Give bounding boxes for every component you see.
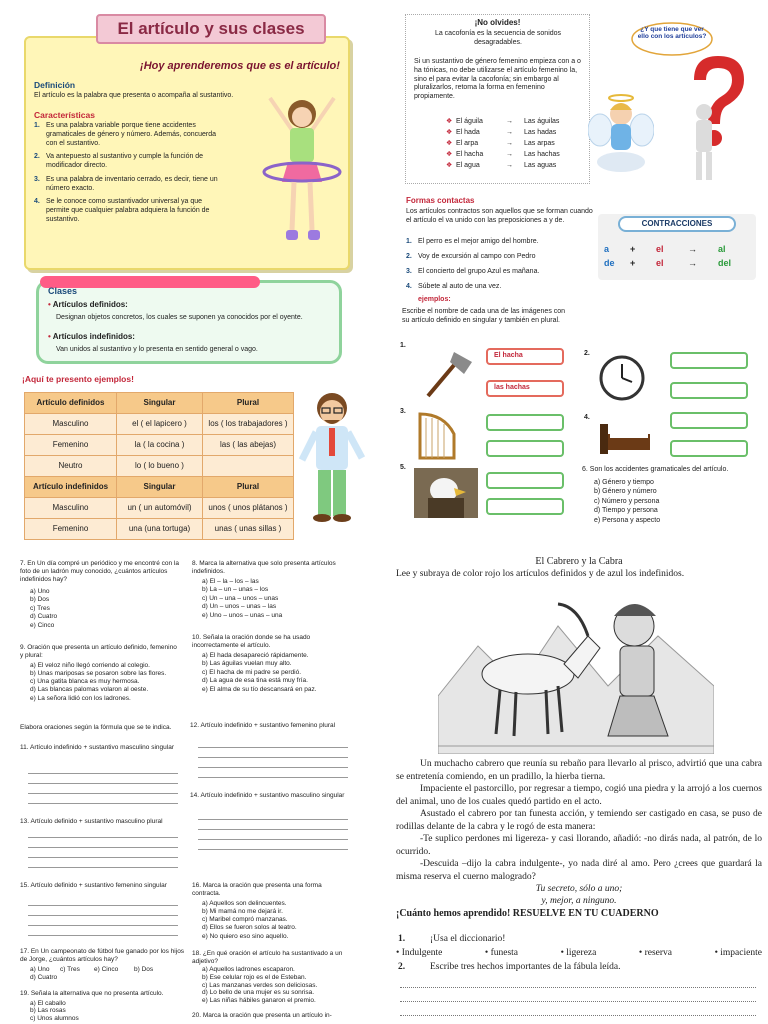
option[interactable]: b) Unas mariposas se posaron sobre las flores. [30, 670, 167, 678]
option[interactable]: a) El caballo [30, 1000, 66, 1007]
option[interactable]: a) Aquellos ladrones escaparon. [202, 966, 295, 973]
caracteristicas-list [34, 122, 224, 230]
question-7: 7. En Un día compré un periódico y me encontré con la foto de un ladrón muy conocido, ¿cuántos artículos indefinidos hay? [20, 560, 179, 584]
vocab-word: • Indulgente [396, 948, 443, 958]
option[interactable]: c) Unos alumnos [30, 1014, 79, 1022]
formas-text: Los artículos contractos son aquellos que se forman cuando el artículo el va unido con las preposiciones a y de. [406, 208, 593, 224]
list-item: 4. Súbete al auto de una vez. [406, 283, 502, 290]
option[interactable]: c) Una gatita blanca es muy hermosa. [30, 678, 140, 686]
answer-field-singular[interactable]: El hacha [486, 348, 564, 365]
answer-line[interactable] [28, 858, 178, 868]
answer-line[interactable] [28, 794, 178, 804]
indefinidos-text: Van unidos al sustantivo y lo presenta en sentido general o vago. [56, 346, 258, 353]
option[interactable]: c) Tres [30, 604, 50, 612]
answer-line[interactable] [28, 774, 178, 784]
girl-hula-hoop-illustration [262, 90, 344, 255]
answer-line[interactable] [28, 926, 178, 936]
ejemplos-instructions: Escribe el nombre de cada una de las imágenes con su artículo definido en singular y también en plural. [402, 308, 566, 324]
answer-line[interactable] [28, 764, 178, 774]
option[interactable]: b) Género y número [594, 488, 657, 496]
option[interactable]: e) Las niñas hábiles ganaron el premio. [202, 997, 316, 1005]
answer-field[interactable] [670, 412, 748, 429]
list-item: ❖ El águila → Las águilas [446, 118, 560, 125]
contracciones-table [604, 244, 752, 272]
question-19: 19. Señala la alternativa que no presenta artículo. [20, 990, 164, 997]
option[interactable]: a) Género y tiempo [594, 479, 654, 486]
list-item: 1. Es una palabra variable porque tiene accidentes gramaticales de género y número. Además, concuerda con el sustantivo. [34, 122, 217, 147]
question-6: 6. Son los accidentes gramaticales del artículo. [582, 466, 729, 473]
table-row: de + el → del [604, 258, 732, 268]
answer-lines [198, 810, 348, 850]
list-item: 4. Se le conoce como sustantivador universal ya que permite que cualquier palabra adquiera la función de sustantivo. [34, 198, 210, 223]
articles-table [24, 392, 294, 540]
indefinidos-title: • Artículos indefinidos: [48, 332, 135, 341]
answer-line[interactable] [198, 738, 348, 748]
eagle-image [414, 468, 478, 518]
answer-lines [198, 738, 348, 778]
contracciones-title: CONTRACCIONES [618, 216, 736, 232]
answer-field[interactable] [486, 472, 564, 489]
option[interactable]: b) Las águilas vuelan muy alto. [202, 660, 292, 668]
story-text [396, 758, 762, 883]
answer-field[interactable] [486, 498, 564, 515]
answer-line[interactable] [198, 810, 348, 820]
clock-image [598, 354, 646, 402]
option[interactable]: b) Las rosas [30, 1007, 66, 1015]
answer-line[interactable] [28, 916, 178, 926]
answer-line[interactable] [198, 758, 348, 768]
story-paragraph: Asustado el cabrero por tan funesta acción, y temiendo ser castigado en casa, se puso de rodillas delante de la cabra y le rogó de esta manera: [396, 809, 762, 832]
list-item: 2. Va antepuesto al sustantivo y cumple la función de modificador directo. [34, 153, 204, 169]
option[interactable]: b) Dos [30, 596, 50, 604]
ejemplos-label: ejemplos: [418, 296, 451, 303]
story-paragraph: Un muchacho cabrero que reunía su rebaño para llevarlo al prisco, advirtió que una cabra se entretenía comiendo, en un pradillo, la hierba tierna. [396, 759, 762, 782]
question-10: 10. Señala la oración donde se ha usado incorrectamente el artículo. [192, 634, 311, 650]
list-item: 3. El concierto del grupo Azul es mañana. [406, 268, 540, 275]
teacher-illustration [298, 388, 368, 528]
option[interactable]: b) Ese celular rojo es el de Esteban. [202, 973, 307, 981]
definicion-title: Definición [34, 80, 76, 90]
no-olvides-text: Si un sustantivo de género femenino empieza con a o ha tónicas, no debe utilizarse el artículo femenino la, sino el para evitar la cacofonía; sin embargo al pluralizarlos, retoma la forma en femenino propiamente. [414, 58, 581, 100]
elabora-instruction: Elabora oraciones según la fórmula que se te indica. [20, 724, 172, 731]
exercise-number: 1. [400, 342, 406, 349]
vocab-word: • reserva [638, 948, 673, 958]
question-20: 20. Marca la oración que presenta un artículo in- [192, 1012, 332, 1019]
table-row: a + el → al [604, 244, 726, 254]
option[interactable]: a) Uno [30, 588, 50, 595]
definicion-text: El artículo es la palabra que presenta o acompaña al sustantivo. [34, 92, 234, 99]
answer-line[interactable] [28, 784, 178, 794]
option[interactable]: d) La agua de esa tina está muy fría. [202, 677, 308, 685]
table-row: Artículo definidos Singular Plural [25, 393, 294, 414]
list-item: ❖ El agua → Las aguas [446, 162, 557, 169]
option[interactable]: c) Tres [60, 966, 80, 973]
angel-illustration [588, 90, 654, 176]
story-paragraph: -Te suplico perdones mi ligereza- y casi llorando, añadió: -no dirás nada, al patrón, de lo ocurrido. [396, 834, 762, 857]
question-15: 15. Artículo definido + sustantivo femenino singular [20, 882, 167, 889]
exercise-number: 2. [398, 962, 406, 972]
page-title: El artículo y sus clases [96, 14, 326, 44]
option[interactable]: e) Cinco [94, 966, 119, 973]
answer-line[interactable] [400, 1002, 756, 1016]
question-14: 14. Artículo indefinido + sustantivo masculino singular [190, 792, 345, 799]
question-6-options [594, 478, 754, 525]
option[interactable]: d) Lo bello de una mujer es su sonrisa. [202, 989, 315, 997]
question-13: 13. Artículo definido + sustantivo masculino plural [20, 818, 163, 825]
question-16: 16. Marca la oración que presenta una forma contracta. [192, 882, 322, 898]
story-paragraph: -Descuida –dijo la cabra indulgente-, yo nada diré al amo. Pero ¿crees que guardará la misma reserva el cuerno malogrado? [396, 859, 762, 882]
answer-lines [400, 976, 756, 1016]
table-row: Femenino una (una tortuga) unas ( unas sillas ) [25, 519, 294, 540]
option[interactable]: e) La señora lidió con los ladrones. [30, 694, 131, 702]
answer-line[interactable] [28, 848, 178, 858]
option[interactable]: d) Las blancas palomas volaron al oeste. [30, 686, 149, 694]
question-16-options [202, 900, 297, 941]
exercise-1-text: ¡Usa el diccionario! [430, 934, 506, 944]
vocab-word: • ligereza [560, 948, 597, 958]
answer-line[interactable] [198, 840, 348, 850]
answer-line[interactable] [198, 748, 348, 758]
option[interactable]: c) Número y persona [594, 497, 660, 505]
question-9: 9. Oración que presenta un artículo definido, femenino y plural: [20, 644, 177, 660]
option[interactable]: a) El – la – los – las [202, 578, 259, 585]
exercise-2-text: Escribe tres hechos importantes de la fábula leída. [430, 962, 621, 972]
option[interactable]: d) Un – unos – unas – las [202, 603, 277, 611]
answer-line[interactable] [28, 906, 178, 916]
story-instruction: Lee y subraya de color rojo los artículos definidos y de azul los indefinidos. [396, 569, 685, 579]
vocab-word: • impaciente [714, 948, 762, 958]
question-9-options [30, 662, 180, 703]
answer-line[interactable] [28, 838, 178, 848]
answer-lines [28, 764, 178, 804]
question-12: 12. Artículo indefinido + sustantivo femenino plural [190, 722, 336, 729]
answer-line[interactable] [198, 820, 348, 830]
table-row: Artículo indefinidos Singular Plural [25, 477, 294, 498]
question-8: 8. Marca la alternativa que solo presenta artículos indefinidos. [192, 560, 336, 576]
bubble-text: ¿Y que tiene que ver ello con los artículos? [637, 26, 707, 41]
vocabulary-words [396, 948, 762, 960]
option[interactable]: a) El hada desapareció rápidamente. [202, 652, 309, 659]
answer-line[interactable] [28, 896, 178, 906]
answer-field[interactable] [670, 352, 748, 369]
answer-field[interactable] [486, 414, 564, 431]
exercise-number: 3. [400, 408, 406, 415]
answer-field[interactable] [670, 440, 748, 457]
option[interactable]: e) Persona y aspecto [594, 516, 661, 524]
exercise-number: 4. [584, 414, 590, 421]
question-17-options [30, 966, 180, 982]
question-17: 17. En Un campeonato de fútbol fue ganado por los hijos de Jorge, ¿cuántos artículos hay? [20, 948, 185, 964]
exercise-number: 2. [584, 350, 590, 357]
list-item: 2. Voy de excursión al campo con Pedro [406, 253, 536, 260]
question-19-options [30, 1000, 79, 1022]
definidos-title: • Artículos definidos: [48, 300, 128, 309]
answer-lines [28, 828, 178, 868]
story-paragraph: Impaciente el pastorcillo, por regresar a tiempo, cogió una piedra y la arrojó a los cuernos del animal, uno de los cuales quedó partido en el acto. [396, 784, 762, 807]
answer-line[interactable] [400, 976, 756, 988]
answer-line[interactable] [400, 988, 756, 1002]
exercise-number: 5. [400, 464, 406, 471]
answer-field-plural[interactable]: las hachas [486, 380, 564, 397]
caracteristicas-title: Características [34, 110, 95, 120]
list-item: ❖ El hada → Las hadas [446, 129, 557, 136]
story-moral: Tu secreto, sólo a uno; y, mejor, a ninguno. [535, 884, 623, 906]
option[interactable]: a) Uno [30, 966, 50, 973]
story-title: El Cabrero y la Cabra [535, 556, 623, 567]
table-row: Neutro lo ( lo bueno ) [25, 456, 294, 477]
formas-title: Formas contactas [406, 196, 475, 205]
no-olvides-title: ¡No olvides! [474, 18, 521, 27]
table-row: Masculino un ( un automóvil) unos ( unos plátanos ) [25, 498, 294, 519]
list-item: 1. El perro es el mejor amigo del hombre. [406, 238, 539, 245]
option[interactable]: a) Aquellos son delincuentes. [202, 900, 287, 907]
option[interactable]: b) Mi mamá no me dejará ir. [202, 908, 283, 916]
list-item: ❖ El hacha → Las hachas [446, 151, 560, 158]
option[interactable]: e) El alma de su tío descansará en paz. [202, 685, 317, 693]
option[interactable]: d) Cuatro [30, 613, 58, 621]
list-item: 3. Es una palabra de inventario cerrado, es decir, tiene un número exacto. [34, 175, 218, 192]
option[interactable]: e) No quiero eso sino aquello. [202, 932, 289, 940]
question-10-options [202, 652, 317, 694]
answer-field[interactable] [670, 382, 748, 399]
table-row: Masculino el ( el lapicero ) los ( los trabajadores ) [25, 414, 294, 435]
question-18-options [202, 966, 317, 1005]
axe-image [420, 348, 476, 400]
list-item: ❖ El arpa → Las arpas [446, 140, 555, 147]
answer-line[interactable] [198, 768, 348, 778]
option[interactable]: c) Las manzanas verdes son deliciosas. [202, 981, 318, 989]
cuanto-title: ¡Cuánto hemos aprendido! RESUELVE EN TU CUADERNO [396, 908, 659, 919]
answer-line[interactable] [198, 830, 348, 840]
answer-line[interactable] [28, 828, 178, 838]
question-8-options [202, 578, 282, 620]
vocab-word: • funesta [484, 948, 519, 958]
option[interactable]: c) El hacha de mi padre se perdió. [202, 668, 301, 676]
option[interactable]: d) Tiempo y persona [594, 507, 658, 515]
harp-image [414, 410, 460, 460]
option[interactable]: c) Un – una – unos – unas [202, 594, 279, 602]
option[interactable]: e) Uno – unos – unas – una [202, 611, 283, 619]
exercise-number: 1. [398, 934, 406, 944]
option[interactable]: a) El veloz niño llegó corriendo al colegio. [30, 662, 150, 669]
formas-list [406, 238, 596, 298]
ejemplos-title: ¡Aquí te presento ejemplos! [22, 374, 134, 384]
table-row: Femenino la ( la cocina ) las ( las abejas) [25, 435, 294, 456]
option[interactable]: c) Maribel compró manzanas. [202, 916, 288, 924]
question-18: 18. ¿En qué oración el artículo ha sustantivado a un adjetivo? [192, 950, 343, 966]
answer-lines [28, 896, 178, 936]
option[interactable]: d) Ellos se fueron solos al teatro. [202, 924, 297, 932]
goat-and-shepherd-illustration [438, 586, 714, 754]
question-11: 11. Artículo indefinido + sustantivo masculino singular [20, 744, 174, 751]
lesson-subtitle: ¡Hoy aprenderemos que es el artículo! [140, 60, 340, 72]
option[interactable]: b) Dos [134, 966, 154, 973]
no-olvides-subtitle: La cacofonía es la secuencia de sonidos desagradables. [434, 30, 562, 46]
clases-title: Clases [48, 286, 78, 296]
definidos-text: Designan objetos concretos, los cuales se suponen ya conocidos por el oyente. [56, 314, 303, 321]
question-mark-figure [682, 52, 754, 192]
question-7-options [30, 588, 57, 630]
option[interactable]: b) La – un – unas – los [202, 586, 269, 594]
option[interactable]: e) Cinco [30, 621, 55, 629]
answer-field[interactable] [486, 440, 564, 457]
cacofonia-examples [446, 118, 586, 173]
option[interactable]: d) Cuatro [30, 974, 58, 982]
bed-image [596, 420, 654, 458]
